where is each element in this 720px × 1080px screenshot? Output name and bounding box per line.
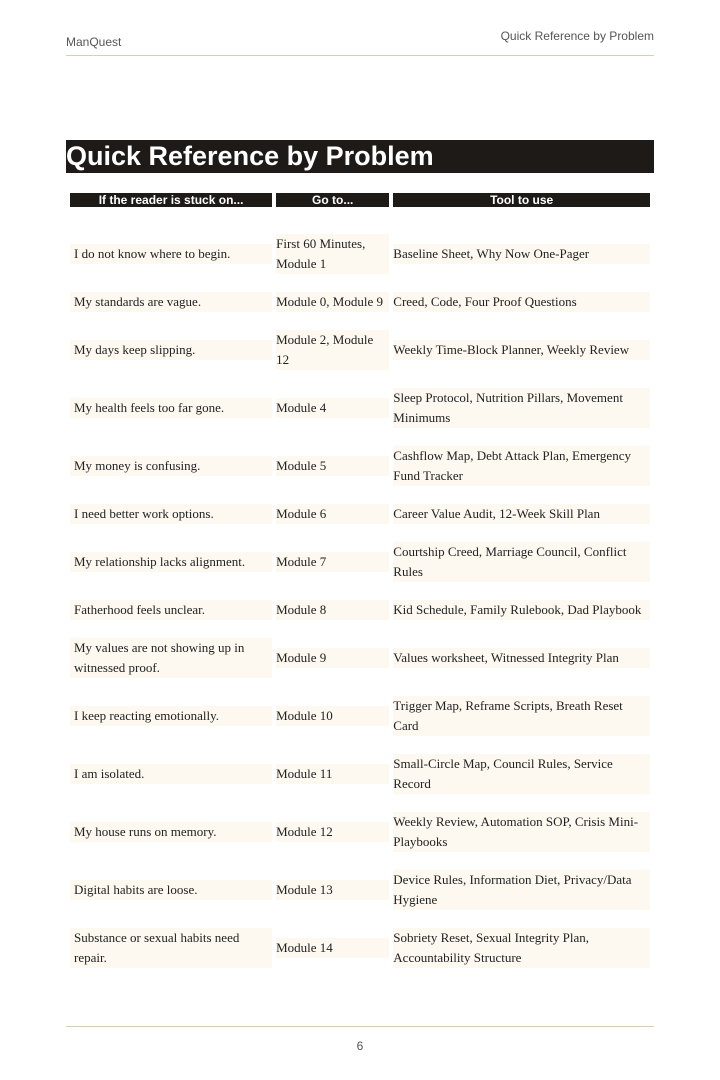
tool-cell: Baseline Sheet, Why Now One-Pager [393,225,650,283]
tool-cell: Weekly Review, Automation SOP, Crisis Mini-Playbooks [393,803,650,861]
column-header-problem: If the reader is stuck on... [70,190,272,225]
problem-cell: Digital habits are loose. [70,861,272,919]
go-to-cell: Module 5 [276,437,389,495]
table-row [70,629,650,687]
column-header-tool: Tool to use [393,190,650,225]
table-row [70,687,650,745]
tool-cell: Small-Circle Map, Council Rules, Service Record [393,745,650,803]
table-row [70,495,650,533]
column-header-go-to: Go to... [276,190,389,225]
table-row [70,379,650,437]
tool-cell: Career Value Audit, 12-Week Skill Plan [393,495,650,533]
reference-table [66,190,654,977]
problem-cell: My days keep slipping. [70,321,272,379]
table-row [70,533,650,591]
go-to-cell: Module 12 [276,803,389,861]
table-row [70,861,650,919]
table-row [70,745,650,803]
go-to-cell: Module 13 [276,861,389,919]
problem-cell: I keep reacting emotionally. [70,687,272,745]
header-section-title: Quick Reference by Problem [500,29,654,43]
tool-cell: Weekly Time-Block Planner, Weekly Review [393,321,650,379]
tool-cell: Sobriety Reset, Sexual Integrity Plan, Accountability Structure [393,919,650,977]
problem-cell: I do not know where to begin. [70,225,272,283]
table-row [70,225,650,283]
tool-cell: Kid Schedule, Family Rulebook, Dad Playbook [393,591,650,629]
go-to-cell: Module 6 [276,495,389,533]
page-number: 6 [356,1039,364,1053]
go-to-cell: Module 0, Module 9 [276,283,389,321]
table-row [70,919,650,977]
go-to-cell: Module 8 [276,591,389,629]
running-footer [66,1026,654,1053]
go-to-cell: Module 7 [276,533,389,591]
table-row [70,321,650,379]
problem-cell: My house runs on memory. [70,803,272,861]
table-row [70,803,650,861]
table-row [70,283,650,321]
tool-cell: Creed, Code, Four Proof Questions [393,283,650,321]
tool-cell: Device Rules, Information Diet, Privacy/Data Hygiene [393,861,650,919]
tool-cell: Values worksheet, Witnessed Integrity Plan [393,629,650,687]
go-to-cell: Module 4 [276,379,389,437]
go-to-cell: Module 11 [276,745,389,803]
problem-cell: I am isolated. [70,745,272,803]
go-to-cell: Module 9 [276,629,389,687]
page-title: Quick Reference by Problem [66,140,654,173]
problem-cell: I need better work options. [70,495,272,533]
problem-cell: My standards are vague. [70,283,272,321]
running-header [66,26,654,56]
problem-cell: My money is confusing. [70,437,272,495]
header-brand: ManQuest [66,35,122,49]
table-header-row [70,190,650,225]
go-to-cell: First 60 Minutes, Module 1 [276,225,389,283]
table-row [70,437,650,495]
tool-cell: Sleep Protocol, Nutrition Pillars, Movement Minimums [393,379,650,437]
table-row [70,591,650,629]
problem-cell: Substance or sexual habits need repair. [70,919,272,977]
tool-cell: Trigger Map, Reframe Scripts, Breath Reset Card [393,687,650,745]
go-to-cell: Module 10 [276,687,389,745]
problem-cell: Fatherhood feels unclear. [70,591,272,629]
tool-cell: Courtship Creed, Marriage Council, Conflict Rules [393,533,650,591]
go-to-cell: Module 14 [276,919,389,977]
problem-cell: My relationship lacks alignment. [70,533,272,591]
table-body [70,225,650,977]
problem-cell: My values are not showing up in witnessed proof. [70,629,272,687]
tool-cell: Cashflow Map, Debt Attack Plan, Emergency Fund Tracker [393,437,650,495]
go-to-cell: Module 2, Module 12 [276,321,389,379]
problem-cell: My health feels too far gone. [70,379,272,437]
